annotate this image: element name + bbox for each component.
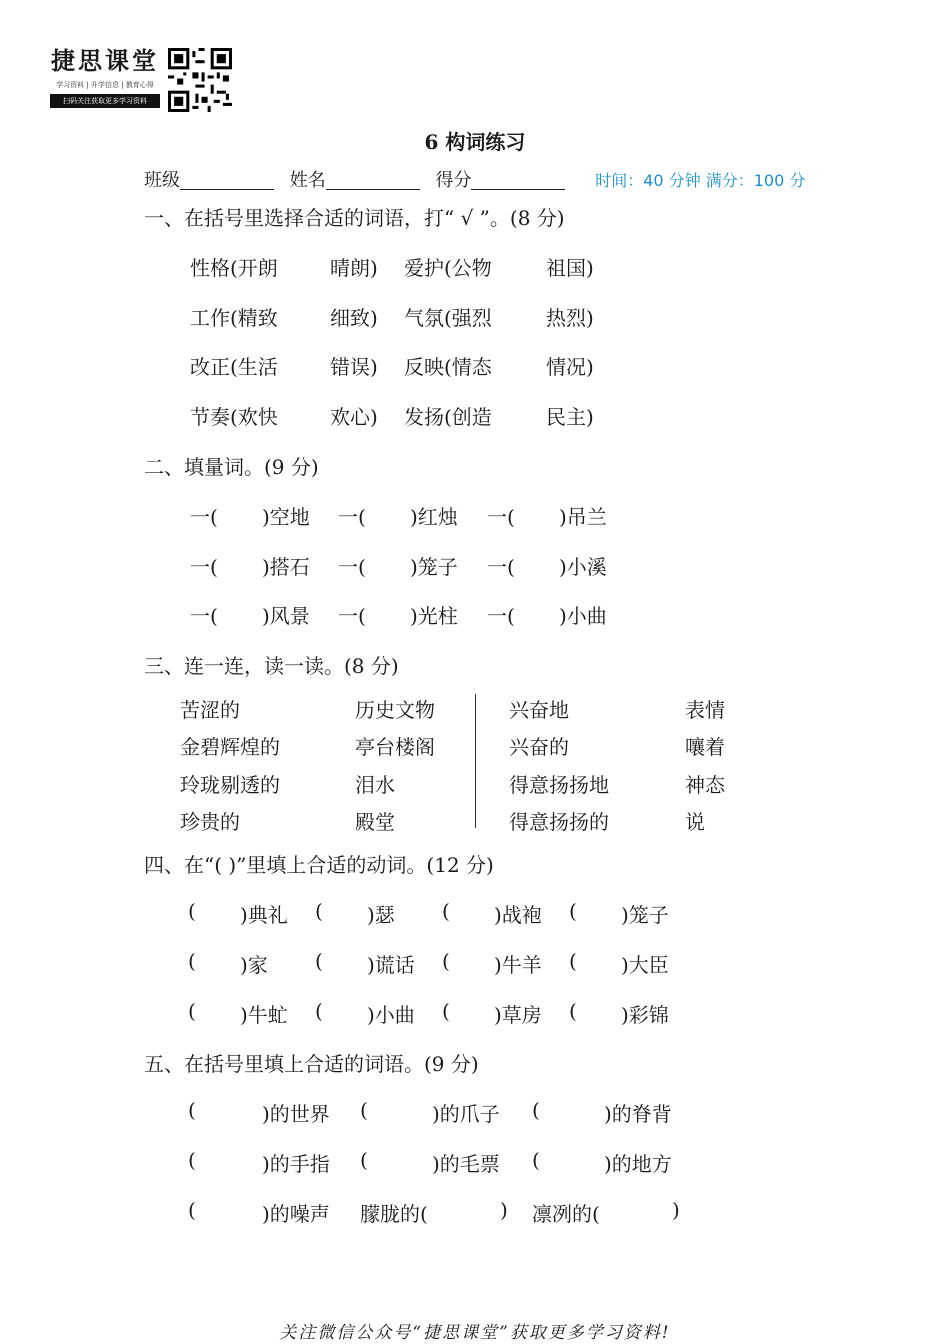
s4-word: )家 [240, 953, 268, 977]
s2-word: )吊兰 [559, 505, 607, 529]
s1-cell[interactable]: 错误) [330, 355, 378, 379]
s3-right-word[interactable]: 得意扬扬地 [509, 773, 609, 797]
s4-open[interactable]: ( [315, 949, 323, 973]
s5-word: )的地方 [604, 1152, 672, 1176]
s4-word: )战袍 [494, 903, 542, 927]
s4-word: )大臣 [621, 953, 669, 977]
s5-open[interactable]: ( [188, 1198, 196, 1222]
s2-open[interactable]: 一( [338, 505, 366, 529]
s2-word: )搭石 [262, 555, 310, 579]
s1-cell[interactable]: 改正(生活 [190, 355, 278, 379]
s5-close: ) [672, 1198, 680, 1222]
s1-cell[interactable]: 性格(开朗 [190, 256, 278, 280]
s2-open[interactable]: 一( [487, 555, 515, 579]
s3-left-word[interactable]: 金碧辉煌的 [180, 735, 280, 759]
s2-open[interactable]: 一( [338, 604, 366, 628]
s5-word: )的噪声 [262, 1202, 330, 1226]
brand-logo [50, 46, 160, 108]
s5-open[interactable]: ( [532, 1098, 540, 1122]
s2-open[interactable]: 一( [190, 505, 218, 529]
s2-open[interactable]: 一( [190, 604, 218, 628]
s3-left-target[interactable]: 泪水 [355, 773, 395, 797]
s4-open[interactable]: ( [442, 949, 450, 973]
s3-right-word[interactable]: 兴奋的 [509, 735, 569, 759]
s2-word: )光柱 [410, 604, 458, 628]
s4-open[interactable]: ( [442, 999, 450, 1023]
s4-word: )彩锦 [621, 1003, 669, 1027]
s3-left-word[interactable]: 苦涩的 [180, 698, 240, 722]
logo-tag: 教育心得 [125, 81, 154, 89]
s2-open[interactable]: 一( [487, 505, 515, 529]
s1-cell[interactable]: 欢心) [330, 405, 378, 429]
logo-title: 捷思课堂 [51, 46, 159, 75]
s3-left-word[interactable]: 珍贵的 [180, 810, 240, 834]
s4-open[interactable]: ( [188, 999, 196, 1023]
s2-word: )小曲 [559, 604, 607, 628]
s3-right-word[interactable]: 得意扬扬的 [509, 810, 609, 834]
logo-tag: 升学信息 [91, 81, 119, 89]
s4-word: )瑟 [367, 903, 395, 927]
s3-right-target[interactable]: 嚷着 [685, 735, 725, 759]
s5-open[interactable]: ( [188, 1098, 196, 1122]
s4-open[interactable]: ( [315, 999, 323, 1023]
s3-right-target[interactable]: 神态 [685, 773, 725, 797]
s3-left-target[interactable]: 亭台楼阁 [355, 735, 435, 759]
s1-cell[interactable]: 民主) [546, 405, 594, 429]
section-1-heading: 一、在括号里选择合适的词语，打“ √ ”。(8 分) [144, 206, 565, 230]
section-3-heading: 三、连一连，读一读。(8 分) [144, 654, 399, 678]
s4-open[interactable]: ( [569, 999, 577, 1023]
s3-divider [475, 694, 476, 828]
section-4-heading: 四、在“( )”里填上合适的动词。(12 分) [144, 853, 494, 877]
score-label: 得分 [435, 170, 472, 191]
logo-tags: 学习资料 | 升学信息 | 教育心得 [56, 81, 154, 89]
s1-cell[interactable]: 热烈) [546, 306, 594, 330]
name-blank[interactable] [326, 169, 420, 190]
s4-open[interactable]: ( [188, 899, 196, 923]
s4-open[interactable]: ( [442, 899, 450, 923]
s1-cell[interactable]: 爱护(公物 [404, 256, 492, 280]
class-blank[interactable] [180, 169, 274, 190]
s1-cell[interactable]: 节奏(欢快 [190, 405, 278, 429]
s1-cell[interactable]: 工作(精致 [190, 306, 278, 330]
s4-word: )牛虻 [240, 1003, 288, 1027]
s5-open[interactable]: ( [360, 1098, 368, 1122]
s3-right-target[interactable]: 表情 [685, 698, 725, 722]
s4-word: )典礼 [240, 903, 288, 927]
s5-word: )的手指 [262, 1152, 330, 1176]
s4-word: )牛羊 [494, 953, 542, 977]
s1-cell[interactable]: 气氛(强烈 [404, 306, 492, 330]
s5-open[interactable]: ( [360, 1148, 368, 1172]
time-score-meta: 时间：40 分钟 满分：100 分 [595, 171, 806, 190]
class-label: 班级 [144, 170, 180, 191]
s5-close: ) [500, 1198, 508, 1222]
s3-left-target[interactable]: 历史文物 [355, 698, 435, 722]
s4-open[interactable]: ( [569, 949, 577, 973]
section-2-heading: 二、填量词。(9 分) [144, 455, 319, 479]
s1-cell[interactable]: 发扬(创造 [404, 405, 492, 429]
s5-word: )的毛票 [432, 1152, 500, 1176]
s1-cell[interactable]: 情况) [546, 355, 594, 379]
s2-word: )空地 [262, 505, 310, 529]
s5-word: )的爪子 [432, 1102, 500, 1126]
s4-open[interactable]: ( [315, 899, 323, 923]
logo-bar: 扫码关注获取更多学习资料 [50, 94, 160, 108]
s2-open[interactable]: 一( [338, 555, 366, 579]
s2-open[interactable]: 一( [487, 604, 515, 628]
s5-word[interactable]: 朦胧的( [360, 1202, 428, 1226]
s4-open[interactable]: ( [569, 899, 577, 923]
s3-left-word[interactable]: 玲珑剔透的 [180, 773, 280, 797]
s2-word: )风景 [262, 604, 310, 628]
score-blank[interactable] [471, 169, 565, 190]
s4-word: )笼子 [621, 903, 669, 927]
s3-right-word[interactable]: 兴奋地 [509, 698, 569, 722]
s1-cell[interactable]: 反映(情态 [404, 355, 492, 379]
s1-cell[interactable]: 细致) [330, 306, 378, 330]
s4-word: )草房 [494, 1003, 542, 1027]
student-info-line [144, 166, 805, 192]
s2-word: )笼子 [410, 555, 458, 579]
page-title: 6 构词练习 [424, 130, 526, 154]
s5-open[interactable]: ( [532, 1148, 540, 1172]
s5-word[interactable]: 凛冽的( [532, 1202, 600, 1226]
s5-word: )的脊背 [604, 1102, 672, 1126]
s2-open[interactable]: 一( [190, 555, 218, 579]
footer-note: 关注微信公众号“捷思课堂”获取更多学习资料! [279, 1323, 671, 1343]
s4-word: )小曲 [367, 1003, 415, 1027]
s1-cell[interactable]: 晴朗) [330, 256, 378, 280]
s5-word: )的世界 [262, 1102, 330, 1126]
logo-tag: 学习资料 [56, 81, 85, 89]
s4-word: )谎话 [367, 953, 415, 977]
s2-word: )红烛 [410, 505, 458, 529]
s2-word: )小溪 [559, 555, 607, 579]
name-label: 姓名 [289, 170, 326, 191]
s5-open[interactable]: ( [188, 1148, 196, 1172]
qr-code-icon [168, 48, 232, 112]
s3-right-target[interactable]: 说 [685, 810, 705, 834]
s3-left-target[interactable]: 殿堂 [355, 810, 395, 834]
s4-open[interactable]: ( [188, 949, 196, 973]
s1-cell[interactable]: 祖国) [546, 256, 594, 280]
section-5-heading: 五、在括号里填上合适的词语。(9 分) [144, 1052, 479, 1076]
